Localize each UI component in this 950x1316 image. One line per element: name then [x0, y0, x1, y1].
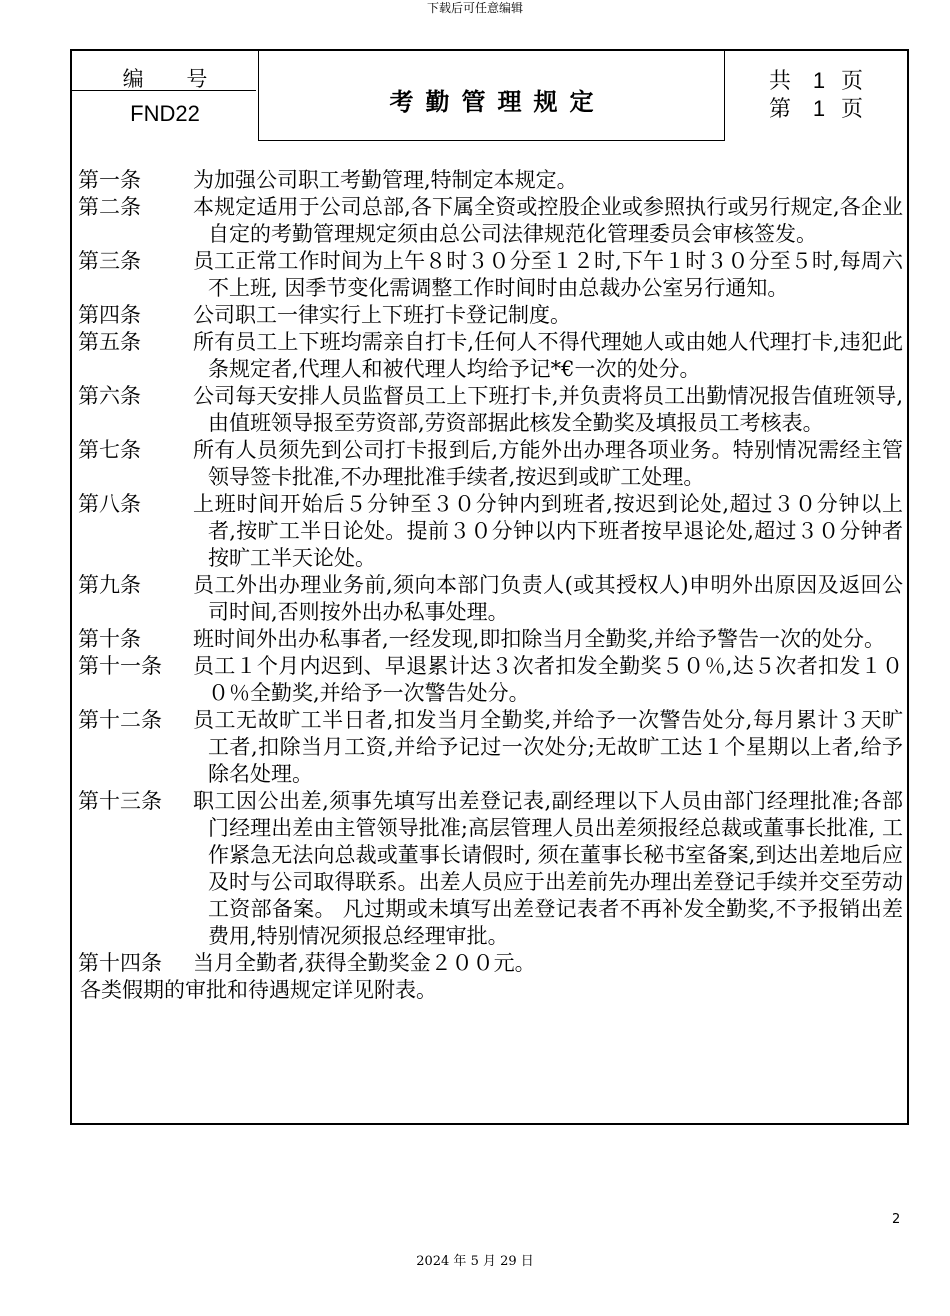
article-text: 当月全勤者,获得全勤奖金２００元。 — [193, 951, 536, 975]
article-label: 第九条 — [78, 573, 141, 597]
article-item — [78, 437, 903, 491]
form-header — [72, 51, 907, 141]
article-text: 职工因公出差,须事先填写出差登记表,副经理以下人员由部门经理批准;各部门经理出差由主管领导批准;高层管理人员出差须报经总裁或董事长批准, 工作紧急无法向总裁或董事长请假时, 须在董事长秘书室备案,到达出差地后应及时与公司取得联系。出差人员应于出差前先办理出差登记手续并交至劳动工资部备案。 凡过期或未填写出差登记表者不再补发全勤奖,不予报销出差费用,特别情况须报总经理审批。 — [193, 789, 903, 948]
article-item — [78, 383, 903, 437]
article-label: 第三条 — [78, 249, 141, 273]
article-label: 第八条 — [78, 492, 141, 516]
article-item — [78, 788, 903, 950]
article-label: 第十条 — [78, 627, 141, 651]
document-title: 考勤管理规定 — [389, 88, 606, 116]
code-label: 编 号 — [122, 67, 226, 91]
article-text: 本规定适用于公司总部,各下属全资或控股企业或参照执行或另行规定,各企业自定的考勤管理规定须由总公司法律规范化管理委员会审核签发。 — [193, 195, 903, 246]
article-label: 第十四条 — [78, 951, 162, 975]
regulation-form — [70, 49, 909, 1125]
article-item — [78, 167, 903, 194]
current-page-row — [769, 95, 889, 123]
page-count-cell — [769, 67, 889, 123]
articles-list — [78, 167, 903, 1004]
article-text: 上班时间开始后５分钟至３０分钟内到班者,按迟到论处,超过３０分钟以上者,按旷工半日论处。提前３０分钟以内下班者按早退论处,超过３０分钟者按旷工半天论处。 — [193, 492, 903, 570]
article-label: 第十二条 — [78, 708, 162, 732]
article-item — [78, 653, 903, 707]
article-label: 第四条 — [78, 303, 141, 327]
closing-note: 各类假期的审批和待遇规定详见附表。 — [80, 978, 437, 1002]
total-prefix: 共 — [769, 69, 792, 94]
total-pages: 1 — [812, 68, 826, 93]
article-label: 第二条 — [78, 195, 141, 219]
article-item — [78, 491, 903, 572]
article-text: 员工１个月内迟到、早退累计达３次者扣发全勤奖５０％,达５次者扣发１００％全勤奖,并给予一次警告处分。 — [193, 654, 903, 705]
current-page: 1 — [812, 96, 826, 121]
total-suffix: 页 — [841, 69, 864, 94]
article-label: 第十三条 — [78, 789, 162, 813]
article-item — [78, 950, 903, 977]
page-number: 2 — [892, 1212, 901, 1227]
article-text: 所有员工上下班均需亲自打卡,任何人不得代理她人或由她人代理打卡,违犯此条规定者,代理人和被代理人均给予记*€一次的处分。 — [193, 330, 903, 381]
code-value: FND22 — [130, 101, 200, 126]
article-text: 员工无故旷工半日者,扣发当月全勤奖,并给予一次警告处分,每月累计３天旷工者,扣除当月工资,并给予记过一次处分;无故旷工达１个星期以上者,给予除名处理。 — [193, 708, 903, 786]
document-code-cell — [72, 51, 258, 141]
article-text: 公司每天安排人员监督员工上下班打卡,并负责将员工出勤情况报告值班领导,由值班领导报至劳资部,劳资部据此核发全勤奖及填报员工考核表。 — [193, 384, 903, 435]
current-suffix: 页 — [841, 97, 864, 122]
article-text: 所有人员须先到公司打卡报到后,方能外出办理各项业务。特别情况需经主管领导签卡批准,不办理批准手续者,按迟到或旷工处理。 — [193, 438, 903, 489]
article-item — [78, 194, 903, 248]
article-text: 班时间外出办私事者,一经发现,即扣除当月全勤奖,并给予警告一次的处分。 — [193, 627, 886, 651]
article-label: 第一条 — [78, 168, 141, 192]
article-text: 为加强公司职工考勤管理,特制定本规定。 — [193, 168, 578, 192]
header-note: 下载后可任意编辑 — [426, 1, 523, 15]
article-item — [78, 302, 903, 329]
article-item — [78, 248, 903, 302]
article-label: 第十一条 — [78, 654, 162, 678]
article-label: 第五条 — [78, 330, 141, 354]
article-item — [78, 626, 903, 653]
total-pages-row — [769, 67, 889, 95]
current-prefix: 第 — [769, 97, 792, 122]
title-cell — [258, 51, 725, 141]
article-text: 公司职工一律实行上下班打卡登记制度。 — [193, 303, 571, 327]
article-item — [78, 329, 903, 383]
code-divider — [72, 90, 256, 91]
footer-date: 2024 年 5 月 29 日 — [416, 1254, 534, 1269]
article-item — [78, 572, 903, 626]
article-label: 第七条 — [78, 438, 141, 462]
article-label: 第六条 — [78, 384, 141, 408]
article-item — [78, 707, 903, 788]
article-text: 员工正常工作时间为上午８时３０分至１２时,下午１时３０分至５时,每周六不上班, 因季节变化需调整工作时间时由总裁办公室另行通知。 — [193, 249, 903, 300]
article-text: 员工外出办理业务前,须向本部门负责人(或其授权人)申明外出原因及返回公司时间,否则按外出办私事处理。 — [193, 573, 903, 624]
